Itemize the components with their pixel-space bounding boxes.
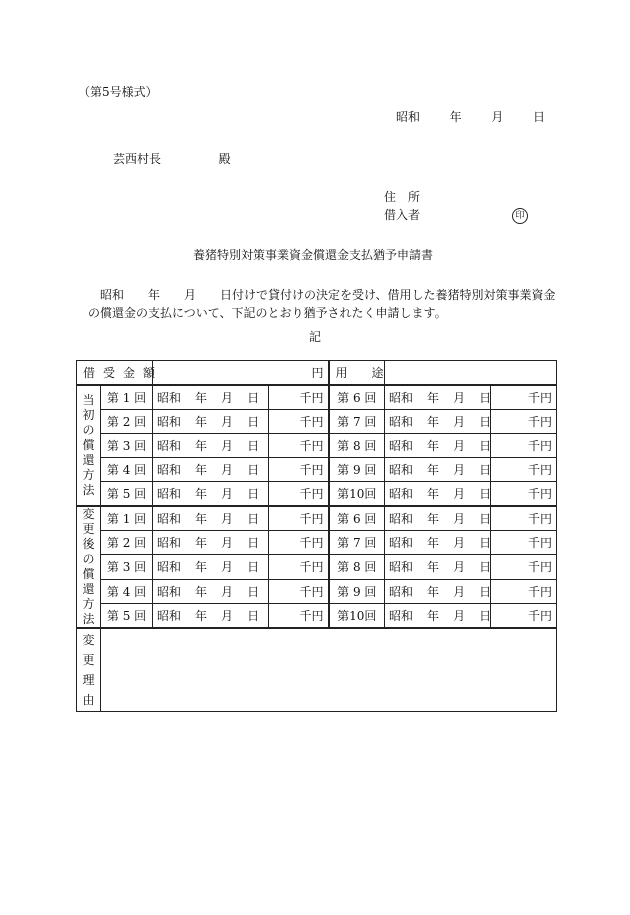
changed-amount-right[interactable] xyxy=(491,531,557,555)
date-year: 年 xyxy=(427,463,440,477)
date-era: 昭和 xyxy=(157,487,182,501)
thousand-yen-unit: 千円 xyxy=(528,608,553,623)
date-day: 日 xyxy=(479,439,492,453)
body-line-1: 昭和 年 月 日付けで貸付けの決定を受け、借用した養猪特別対策事業資金 xyxy=(100,288,556,302)
changed-amount-left[interactable] xyxy=(269,555,329,579)
changed-installment-right: 第 8 回 xyxy=(329,555,385,579)
changed-date-left[interactable] xyxy=(153,603,269,628)
date-era: 昭和 xyxy=(157,536,182,551)
thousand-yen-unit: 千円 xyxy=(528,512,553,527)
loan-amount-value[interactable] xyxy=(153,361,329,386)
reason-label xyxy=(77,628,101,712)
purpose-label: 用 途 xyxy=(329,361,385,386)
date-day: 日 xyxy=(247,536,260,551)
changed-installment-left: 第 2 回 xyxy=(101,531,153,555)
date-year: 年 xyxy=(427,391,440,405)
initial-date-left[interactable] xyxy=(153,385,269,410)
date-year: 年 xyxy=(427,439,440,453)
thousand-yen-unit: 千円 xyxy=(528,439,553,453)
initial-repayment-label-text: 当初の償還方法 xyxy=(82,393,95,497)
thousand-yen-unit: 千円 xyxy=(528,415,553,429)
date-year: 年 xyxy=(427,560,440,575)
date-year: 年 xyxy=(427,415,440,429)
date-month: 月 xyxy=(453,512,466,527)
date-era: 昭和 xyxy=(389,463,414,477)
thousand-yen-unit: 千円 xyxy=(528,536,553,551)
date-day: 日 xyxy=(247,391,260,405)
loan-amount-label: 借受金額 xyxy=(77,361,153,386)
thousand-yen-unit: 千円 xyxy=(299,560,324,575)
initial-amount-right[interactable] xyxy=(491,458,557,482)
header-date-era: 昭和 xyxy=(396,110,421,124)
date-day: 日 xyxy=(479,536,492,551)
date-year: 年 xyxy=(427,608,440,623)
initial-amount-left[interactable] xyxy=(269,482,329,507)
date-year: 年 xyxy=(195,584,208,599)
header-date-month: 月 xyxy=(491,110,504,124)
changed-repayment-label-text: 変更後の償還方法 xyxy=(82,507,95,626)
date-month: 月 xyxy=(221,512,234,527)
table-row xyxy=(77,531,557,555)
date-day: 日 xyxy=(247,560,260,575)
date-year: 年 xyxy=(427,536,440,551)
date-year: 年 xyxy=(195,487,208,501)
initial-installment-right: 第 8 回 xyxy=(329,434,385,458)
ki-note: 記 xyxy=(309,330,322,344)
thousand-yen-unit: 千円 xyxy=(299,463,324,477)
initial-amount-left[interactable] xyxy=(269,434,329,458)
reason-label-text: 変更理由 xyxy=(82,633,95,707)
thousand-yen-unit: 千円 xyxy=(299,415,324,429)
initial-date-left[interactable] xyxy=(153,458,269,482)
date-month: 月 xyxy=(221,536,234,551)
initial-date-left[interactable] xyxy=(153,434,269,458)
changed-installment-left: 第 3 回 xyxy=(101,555,153,579)
initial-date-right[interactable] xyxy=(385,458,491,482)
date-era: 昭和 xyxy=(389,584,414,599)
date-month: 月 xyxy=(453,415,466,429)
initial-installment-left: 第 5 回 xyxy=(101,482,153,507)
changed-date-right[interactable] xyxy=(385,506,491,531)
initial-date-right[interactable] xyxy=(385,482,491,507)
date-year: 年 xyxy=(427,512,440,527)
date-era: 昭和 xyxy=(389,439,414,453)
date-month: 月 xyxy=(221,463,234,477)
changed-installment-left: 第 4 回 xyxy=(101,579,153,603)
date-day: 日 xyxy=(247,439,260,453)
date-year: 年 xyxy=(195,560,208,575)
date-era: 昭和 xyxy=(389,487,414,501)
date-year: 年 xyxy=(195,463,208,477)
date-day: 日 xyxy=(479,560,492,575)
changed-amount-right[interactable] xyxy=(491,555,557,579)
thousand-yen-unit: 千円 xyxy=(299,536,324,551)
date-era: 昭和 xyxy=(389,536,414,551)
date-year: 年 xyxy=(427,487,440,501)
date-month: 月 xyxy=(221,391,234,405)
date-day: 日 xyxy=(479,391,492,405)
changed-repayment-label xyxy=(77,506,101,628)
addressee-honorific: 殿 xyxy=(218,152,231,166)
initial-amount-right[interactable] xyxy=(491,410,557,434)
date-era: 昭和 xyxy=(157,463,182,477)
changed-amount-right[interactable] xyxy=(491,506,557,531)
changed-installment-right: 第 9 回 xyxy=(329,579,385,603)
table-row xyxy=(77,506,557,531)
date-month: 月 xyxy=(453,463,466,477)
table-row xyxy=(77,458,557,482)
header-date xyxy=(396,110,545,124)
date-month: 月 xyxy=(221,560,234,575)
thousand-yen-unit: 千円 xyxy=(299,512,324,527)
changed-installment-right: 第 6 回 xyxy=(329,506,385,531)
table-row xyxy=(77,385,557,410)
date-day: 日 xyxy=(479,584,492,599)
date-month: 月 xyxy=(453,560,466,575)
initial-date-right[interactable] xyxy=(385,434,491,458)
header-date-year: 年 xyxy=(449,110,462,124)
initial-installment-left: 第 1 回 xyxy=(101,385,153,410)
changed-amount-left[interactable] xyxy=(269,506,329,531)
yen-unit: 円 xyxy=(311,366,324,380)
table-row xyxy=(77,603,557,628)
initial-date-left[interactable] xyxy=(153,482,269,507)
addressee-name: 芸西村長 xyxy=(113,152,162,166)
initial-date-left[interactable] xyxy=(153,410,269,434)
date-month: 月 xyxy=(221,584,234,599)
date-month: 月 xyxy=(221,415,234,429)
date-month: 月 xyxy=(221,439,234,453)
initial-installment-left: 第 3 回 xyxy=(101,434,153,458)
changed-installment-right: 第10回 xyxy=(329,603,385,628)
repayment-table xyxy=(76,360,557,712)
initial-installment-right: 第 6 回 xyxy=(329,385,385,410)
header-date-day: 日 xyxy=(533,110,546,124)
thousand-yen-unit: 千円 xyxy=(299,487,324,501)
changed-date-right[interactable] xyxy=(385,555,491,579)
addressee xyxy=(113,152,231,166)
date-era: 昭和 xyxy=(157,560,182,575)
date-year: 年 xyxy=(195,536,208,551)
date-month: 月 xyxy=(221,608,234,623)
initial-date-right[interactable] xyxy=(385,410,491,434)
changed-amount-left[interactable] xyxy=(269,579,329,603)
reason-input[interactable] xyxy=(101,628,557,712)
thousand-yen-unit: 千円 xyxy=(299,584,324,599)
date-era: 昭和 xyxy=(389,391,414,405)
changed-amount-right[interactable] xyxy=(491,603,557,628)
changed-installment-left: 第 1 回 xyxy=(101,506,153,531)
date-year: 年 xyxy=(195,391,208,405)
date-era: 昭和 xyxy=(389,512,414,527)
initial-installment-right: 第10回 xyxy=(329,482,385,507)
seal-mark xyxy=(512,207,528,224)
date-year: 年 xyxy=(195,415,208,429)
date-day: 日 xyxy=(479,608,492,623)
thousand-yen-unit: 千円 xyxy=(299,391,324,405)
initial-date-right[interactable] xyxy=(385,385,491,410)
loan-amount-row xyxy=(77,361,557,386)
table-row xyxy=(77,482,557,507)
date-month: 月 xyxy=(453,439,466,453)
thousand-yen-unit: 千円 xyxy=(299,608,324,623)
initial-amount-left[interactable] xyxy=(269,385,329,410)
table-row xyxy=(77,579,557,603)
date-day: 日 xyxy=(247,463,260,477)
thousand-yen-unit: 千円 xyxy=(528,560,553,575)
table-row xyxy=(77,434,557,458)
initial-amount-right[interactable] xyxy=(491,434,557,458)
date-era: 昭和 xyxy=(157,391,182,405)
changed-date-left[interactable] xyxy=(153,579,269,603)
purpose-value[interactable] xyxy=(385,361,557,386)
changed-date-left[interactable] xyxy=(153,555,269,579)
date-era: 昭和 xyxy=(389,415,414,429)
initial-installment-left: 第 4 回 xyxy=(101,458,153,482)
date-day: 日 xyxy=(479,512,492,527)
changed-date-right[interactable] xyxy=(385,531,491,555)
form-title: 養猪特別対策事業資金償還金支払猶予申請書 xyxy=(193,248,434,262)
date-era: 昭和 xyxy=(389,608,414,623)
thousand-yen-unit: 千円 xyxy=(299,439,324,453)
thousand-yen-unit: 千円 xyxy=(528,487,553,501)
thousand-yen-unit: 千円 xyxy=(528,391,553,405)
date-era: 昭和 xyxy=(157,439,182,453)
date-era: 昭和 xyxy=(157,608,182,623)
borrower-label: 借入者 xyxy=(384,208,421,222)
table-row xyxy=(77,410,557,434)
thousand-yen-unit: 千円 xyxy=(528,463,553,477)
date-day: 日 xyxy=(479,415,492,429)
changed-date-left[interactable] xyxy=(153,531,269,555)
initial-repayment-label xyxy=(77,385,101,506)
thousand-yen-unit: 千円 xyxy=(528,584,553,599)
changed-date-right[interactable] xyxy=(385,579,491,603)
changed-date-right[interactable] xyxy=(385,603,491,628)
date-day: 日 xyxy=(479,487,492,501)
changed-amount-left[interactable] xyxy=(269,531,329,555)
initial-amount-right[interactable] xyxy=(491,385,557,410)
changed-installment-right: 第 7 回 xyxy=(329,531,385,555)
changed-amount-left[interactable] xyxy=(269,603,329,628)
form-number: （第5号様式） xyxy=(78,85,158,99)
date-month: 月 xyxy=(453,584,466,599)
date-year: 年 xyxy=(195,439,208,453)
date-day: 日 xyxy=(247,487,260,501)
date-day: 日 xyxy=(247,584,260,599)
body-line-2: の償還金の支払について、下記のとおり猶予されたく申請します。 xyxy=(88,306,447,320)
date-month: 月 xyxy=(453,391,466,405)
initial-installment-right: 第 7 回 xyxy=(329,410,385,434)
date-year: 年 xyxy=(195,608,208,623)
date-era: 昭和 xyxy=(157,512,182,527)
changed-amount-right[interactable] xyxy=(491,579,557,603)
date-day: 日 xyxy=(247,415,260,429)
date-day: 日 xyxy=(247,512,260,527)
date-day: 日 xyxy=(247,608,260,623)
changed-date-left[interactable] xyxy=(153,506,269,531)
table-row xyxy=(77,555,557,579)
seal-icon: 印 xyxy=(512,208,528,224)
reason-row xyxy=(77,628,557,712)
date-month: 月 xyxy=(453,608,466,623)
date-month: 月 xyxy=(221,487,234,501)
initial-amount-left[interactable] xyxy=(269,458,329,482)
initial-amount-left[interactable] xyxy=(269,410,329,434)
address-label: 住 所 xyxy=(384,190,421,204)
date-month: 月 xyxy=(453,536,466,551)
date-month: 月 xyxy=(453,487,466,501)
initial-amount-right[interactable] xyxy=(491,482,557,507)
date-era: 昭和 xyxy=(157,584,182,599)
changed-installment-left: 第 5 回 xyxy=(101,603,153,628)
date-day: 日 xyxy=(479,463,492,477)
date-era: 昭和 xyxy=(389,560,414,575)
initial-installment-left: 第 2 回 xyxy=(101,410,153,434)
date-era: 昭和 xyxy=(157,415,182,429)
initial-installment-right: 第 9 回 xyxy=(329,458,385,482)
date-year: 年 xyxy=(195,512,208,527)
date-year: 年 xyxy=(427,584,440,599)
